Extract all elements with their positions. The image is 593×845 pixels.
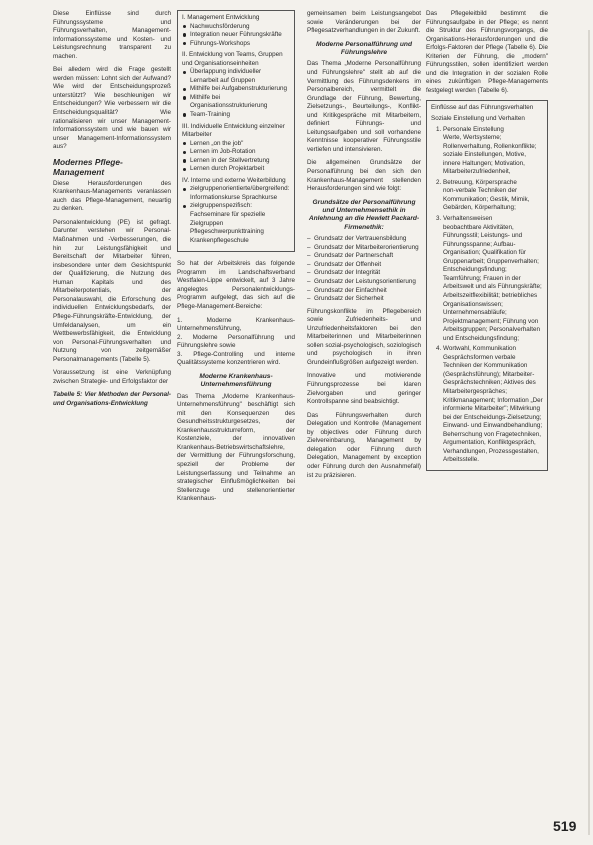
section-title: II. Entwicklung von Teams, Gruppen und Organisationseinheiten — [182, 51, 283, 67]
table-5-section-4 — [182, 177, 291, 245]
list-item: – Grundsatz der Partnerschaft — [307, 252, 421, 261]
list-item: Lernen im Job-Rotation — [182, 148, 291, 157]
item-text: beobachtbare Aktivitäten, Führungsstil; Leistungs- und Führungsspanne; Aufbau-Organisation; Qualifikation für Gruppenarbeit; Gruppenverhalten; Entscheidungsfindung; Teamführung; Frauen in der Arbeitswelt und als Führungskräfte; Arbeitszeitflexibilität; betriebliches Organisationswissen; Unternehmensabläufe; Projektmanagement; Führung von Arbeitsgruppen; Personalverhalten und Entscheidungsfindung; — [443, 223, 542, 342]
section-title: III. Individuelle Entwicklung einzelner Mitarbeiter — [182, 122, 285, 139]
item-label: 2. Betreuung, Körpersprache — [443, 178, 517, 186]
col3-paragraph-3: Die allgemeinen Grundsätze der Personalführung bei den sich den Krankenhaus-Management stellenden Herausforderungen sind wie folgt: — [307, 159, 421, 193]
item-text: non-verbale Techniken der Kommunikation; Gestik, Mimik, Gebärden, Körperhaltung; — [443, 187, 530, 212]
col2-list-2: 2. Moderne Personalführung und Führungslehre sowie — [177, 333, 295, 350]
col1-paragraph-4: Personalentwicklung (PE) ist gefragt. Darunter verstehen wir Personal-Maßnahmen und -Verbesserungen, die hin zur Leistungsfähigkeit und Bereitschaft der Mitarbeiter führen, insbesondere unter dem Gesichtspunkt der Qualifizierung, die Nutzung des Human Kapitals und des Mitarbeiterpotentials, der Personalauswahl, die Erforschung des individuellen Entwicklungsbedarfs, der Pflege-Führungskräfte-Entwicklung, der Umfeldanalysen, um ein Wettbewerbsfähigkeit, die Entwicklung von Personal-Führungsverhalten und Nutzung von zeitgemäßer Personalmanagements (Tabelle 5). — [53, 218, 171, 363]
column-4 — [426, 10, 548, 471]
item-label: 3. Verhaltensweisen — [443, 215, 493, 223]
col3-paragraph-2: Das Thema „Moderne Personalführung und Führungslehre" stellt ab auf die Vermittlung des Führungsdenkens im Personalbereich, vermittelt die Grundlage der Führung, Bewertung, Zielsetzungs-, Beurteilungs-, Konflikt- und Kritikgespräche mit Mitarbeitern, definiert Führungs- und Leitungsaufgaben und soll vorhandene Kenntnisse kooperativer Führungsstile vertiefen und intensivieren. — [307, 60, 421, 153]
list-item: – Grundsatz der Sicherheit — [307, 295, 421, 304]
list-item: zielgruppenorientierte/übergreifend: Informationskurse Sprachkurse — [182, 185, 291, 202]
list-item: – Grundsatz der Leistungsorientierung — [307, 278, 421, 287]
list-item — [443, 215, 543, 343]
col3-paragraph-6: Das Führungsverhalten durch Delegation und Kontrolle (Management by objectives oder Führung durch Zielvereinbarung, Management by delegation oder Führung durch Delegation, Management by exception oder Führung durch den Ausnahmefall) ist zu präzisieren. — [307, 411, 421, 479]
binding-edge — [588, 30, 590, 835]
col3-heading: Moderne Personalführung und Führungslehre — [316, 40, 412, 57]
list-item: Lernen in der Stellvertretung — [182, 157, 291, 166]
table-6-subtitle: Soziale Einstellung und Verhalten — [431, 115, 525, 123]
column-1 — [53, 10, 171, 413]
col3-paragraph-4: Führungskonflikte im Pflegebereich sowie Zufriedenheits- und Unzufriedenheitsfaktoren bei den Mitarbeiterinnen und Mitarbeiterinnen sollen sozial-psychologisch, soziologisch und psychologisch in ihren Grundeinflußgrößen aufgezeigt werden. — [307, 307, 421, 366]
page-number: 519 — [553, 818, 577, 834]
list-item: – Grundsatz der Vertrauensbildung — [307, 235, 421, 244]
table-5-section-3 — [182, 123, 291, 174]
col3-paragraph-5: Innovative und motivierende Führungsprozesse bei klaren Zielvorgaben und geringer Kontrollspanne sind beabsichtigt. — [307, 372, 421, 406]
list-item: Mithilfe bei Aufgabenstrukturierung — [182, 85, 291, 94]
list-item: Führungs-Workshops — [182, 40, 291, 49]
list-item: Integration neuer Führungskräfte — [182, 31, 291, 40]
item-text: Werte, Wertsysteme; Rollenverhaltung, Rollenkonflikte; soziale Einstellungen, Motive, innere Haltungen; Motivation, Mitarbeiterzufriedenheit, — [443, 134, 537, 176]
section-title: I. Management Entwicklung — [182, 14, 260, 21]
list-item: Nachwuchsförderung — [182, 23, 291, 32]
col2-list-1: 1. Moderne Krankenhaus-Unternehmensführung, — [177, 316, 295, 333]
list-item: zielgruppenspezifisch: Fachseminare für spezielle Zielgruppen Pflegeschwerpunkttraining Krankenpflegeschule — [182, 202, 291, 245]
item-label: 1. Personale Einstellung — [443, 125, 504, 133]
col1-paragraph-3: Diese Herausforderungen des Krankenhaus-Managements veranlassen auch das Pflege-Management, neuartig zu denken. — [53, 179, 171, 213]
table-5-section-1 — [182, 14, 291, 48]
list-item: Mithilfe bei Organisationsstrukturierung — [182, 94, 291, 111]
col2-heading: Moderne Krankenhaus-Unternehmensführung — [199, 372, 273, 389]
list-item: Team-Training — [182, 111, 291, 120]
list-item: Überlappung individueller Lernarbeit auf Gruppen — [182, 68, 291, 85]
col1-heading: Modernes Pflege-Management — [53, 156, 123, 177]
col2-paragraph-2: Das Thema „Moderne Krankenhaus-Unternehmensführung" beschäftigt sich mit den Konsequenzen des Gesundheitsstrukturgesetzes, der Krankenhausstrukturreform, der Kostenziele, der innovativen Krankenhaus-Betriebswirtschaftslehre, der Vermittlung der Führungsforschung, speziell der Probleme der Leistungserfassung und Teilnahme an strategischer Einflußmöglichkeiten bei Stellenzuge und stellenorientierter Krankenhaus- — [177, 392, 295, 503]
list-item: – Grundsatz der Integrität — [307, 269, 421, 278]
list-item — [443, 345, 543, 465]
table-5-caption: Tabelle 5: Vier Methoden der Personal- und Organisations-Entwicklung — [53, 391, 171, 407]
col4-paragraph-1: Das Pflegeleitbild bestimmt die Führungsaufgabe in der Pflege; es nennt die Struktur des Führungsvorgangs, die Organisations-Herausforderungen und die Erfolgs-Faktoren der Pflege (Tabelle 6). Die Kriterien der Führung, die „modern" Führungsstilen, sollen identifiziert werden und die Integration in der sozialen Rolle eines zukünftigen Pflege-Managements festgelegt werden (Tabelle 6). — [426, 10, 548, 94]
list-item: – Grundsatz der Mitarbeiterorientierung — [307, 244, 421, 253]
list-item: – Grundsatz der Einfachheit — [307, 287, 421, 296]
table-5-section-2 — [182, 51, 291, 119]
list-item — [443, 179, 543, 213]
list-item: – Grundsatz der Offenheit — [307, 261, 421, 270]
col2-paragraph-1: So hat der Arbeitskreis das folgende Programm im Landschaftsverband Westfalen-Lippe entwickelt, auf 3 Jahre angelegtes Personalentwicklungs-Programm aufgelegt, das sich auf die Pflege-Management-Bereiche: — [177, 260, 295, 310]
list-item: Lernen „on the job" — [182, 140, 291, 149]
col1-paragraph-5: Voraussetzung ist eine Verknüpfung zwischen Strategie- und Erfolgsfaktor der — [53, 369, 171, 385]
col1-paragraph-2: Bei alledem wird die Frage gestellt werden müssen: Lohnt sich der Aufwand? Wie wird der Entscheidungsprozeß unterstützt? Wie beschleunigen wir Entscheidungen? Wie verbessern wir die Entscheidungsqualität? Wie rationalisieren wir unser Management-Informationssystem und wie bauen wir unser Management-Informationssystem aus? — [53, 66, 171, 151]
col2-list-3: 3. Pflege-Controlling und interne Qualitätssysteme konzentrieren wird. — [177, 350, 295, 367]
table-6-box — [426, 100, 548, 470]
list-item: Lernen durch Projektarbeit — [182, 165, 291, 174]
item-text: Gesprächsformen verbale Techniken der Kommunikation (Gesprächsführung); Mitarbeiter-Gesprächstechniken; Aktives des Mitarbeitergespräches; Kritikmanagement; Information „Der informierte Mitarbeiter"; Mitwirkung bei der Entscheidungs-Zielsetzung; Einwand- und Einwandbehandlung; Beherrschung von Fragetechniken, Argumentation, Konfliktgespräch, Verhandlungen, Prozessgestalten, Arbeitsstelle. — [443, 353, 543, 464]
table-5-box — [177, 10, 295, 252]
column-3 — [307, 10, 421, 485]
item-label: 4. Wortwahl, Kommunikation — [443, 345, 517, 353]
list-item — [443, 126, 543, 177]
table-6-title: Einflüsse auf das Führungsverhalten — [431, 104, 534, 112]
column-2 — [177, 10, 295, 509]
col1-paragraph-1: Diese Einflüsse sind durch Führungssysteme und Führungsverhalten, Management-Informationssysteme und Kosten- und Leistungsrechnung transparent zu machen. — [53, 10, 171, 60]
principles-list — [307, 235, 421, 303]
section-title: IV. Interne und externe Weiterbildung — [182, 176, 286, 184]
col3-paragraph-1: gemeinsamen beim Leistungsangebot sowie Veränderungen bei der Pflegesatzverhandlungen in der Zukunft. — [307, 10, 421, 35]
col3-heading-2: Grundsätze der Personalführung und Unternehmensethik in Anlehnung an die Hewlett Packard-Firmenethik: — [308, 198, 420, 231]
influences-list — [431, 126, 543, 465]
